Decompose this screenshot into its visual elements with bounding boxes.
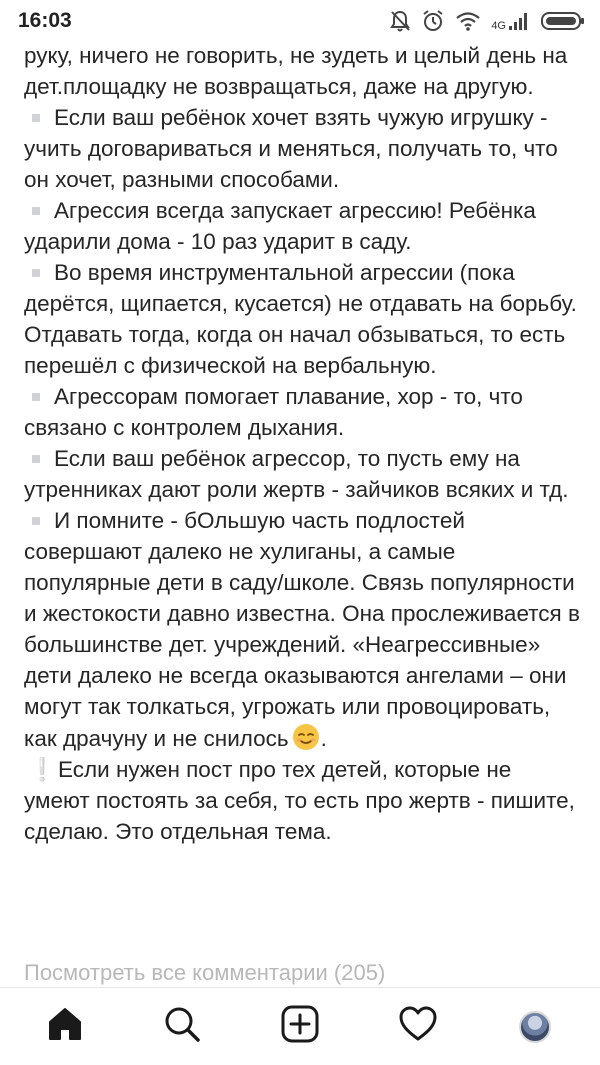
status-bar <box>0 0 600 42</box>
signal-icon <box>508 11 530 31</box>
nav-new-post-button[interactable] <box>270 997 330 1057</box>
network-label: 4G <box>491 20 506 32</box>
battery-icon <box>540 10 586 32</box>
bullet-marker <box>32 269 40 277</box>
nav-home-button[interactable] <box>35 997 95 1057</box>
profile-avatar <box>519 1011 551 1043</box>
caption-bullet-6 <box>24 505 580 754</box>
caption-text: И помните - бОльшую часть подлостей совершают далеко не хулиганы, а самые популярные дети в саду/школе. Связь популярности и жестокости давно известна. Она прослеживается в большинстве дет. учреждений. «Неагрессивные» дети далеко не всегда оказываются ангелами – они могут так толкаться, угрожать или провоцировать, как драчуну и не снилось <box>24 508 580 751</box>
nav-profile-button[interactable] <box>505 997 565 1057</box>
view-comments-text: Посмотреть все комментарии (205) <box>24 960 386 985</box>
muted-bell-icon <box>389 9 411 33</box>
caption-text-end: . <box>320 726 327 751</box>
exclamation-icon: ❕ <box>28 757 57 782</box>
bullet-marker <box>32 207 40 215</box>
bullet-marker <box>32 455 40 463</box>
caption-bullet-4 <box>24 381 580 443</box>
bullet-marker <box>32 114 40 122</box>
caption-text: Агрессия всегда запускает агрессию! Ребёнка ударили дома - 10 раз ударит в саду. <box>24 198 536 254</box>
caption-bullet-5 <box>24 443 580 505</box>
caption-bullet-1 <box>24 102 580 195</box>
view-comments-link[interactable] <box>24 960 580 986</box>
nav-search-button[interactable] <box>152 997 212 1057</box>
caption-text: Во время инструментальной агрессии (пока дерётся, щипается, кусается) не отдавать на борьбу. Отдавать тогда, когда он начал обзываться, то есть перешёл с физической на вербальную. <box>24 260 577 378</box>
alarm-icon <box>421 9 445 33</box>
status-icons <box>389 8 586 34</box>
wifi-icon <box>455 10 481 32</box>
caption-bullet-2 <box>24 195 580 257</box>
caption-text: Если ваш ребёнок хочет взять чужую игрушку - учить договариваться и меняться, получать то, что он хочет, разными способами. <box>24 105 558 192</box>
nav-activity-button[interactable] <box>388 997 448 1057</box>
caption-line-0 <box>24 40 580 102</box>
caption-text: Если нужен пост про тех детей, которые не умеют постоять за себя, то есть про жертв - пишите, сделаю. Это отдельная тема. <box>24 757 575 844</box>
bottom-nav <box>0 987 600 1065</box>
status-time: 16:03 <box>18 9 72 32</box>
bullet-marker <box>32 393 40 401</box>
caption-exclaim-7 <box>24 754 580 847</box>
bullet-marker <box>32 517 40 525</box>
caption-bullet-3 <box>24 257 580 381</box>
caption-text: руку, ничего не говорить, не зудеть и целый день на дет.площадку не возвращаться, даже на другую. <box>24 43 568 99</box>
activity-heart-icon <box>397 1004 439 1049</box>
search-icon <box>162 1004 202 1049</box>
post-caption <box>24 40 580 847</box>
caption-text: Агрессорам помогает плавание, хор - то, что связано с контролем дыхания. <box>24 384 523 440</box>
caption-text: Если ваш ребёнок агрессор, то пусть ему на утренниках дают роли жертв - зайчиков всяких и тд. <box>24 446 569 502</box>
smiling-face-emoji <box>291 722 321 752</box>
new-post-icon <box>280 1004 320 1049</box>
home-icon <box>45 1004 85 1049</box>
